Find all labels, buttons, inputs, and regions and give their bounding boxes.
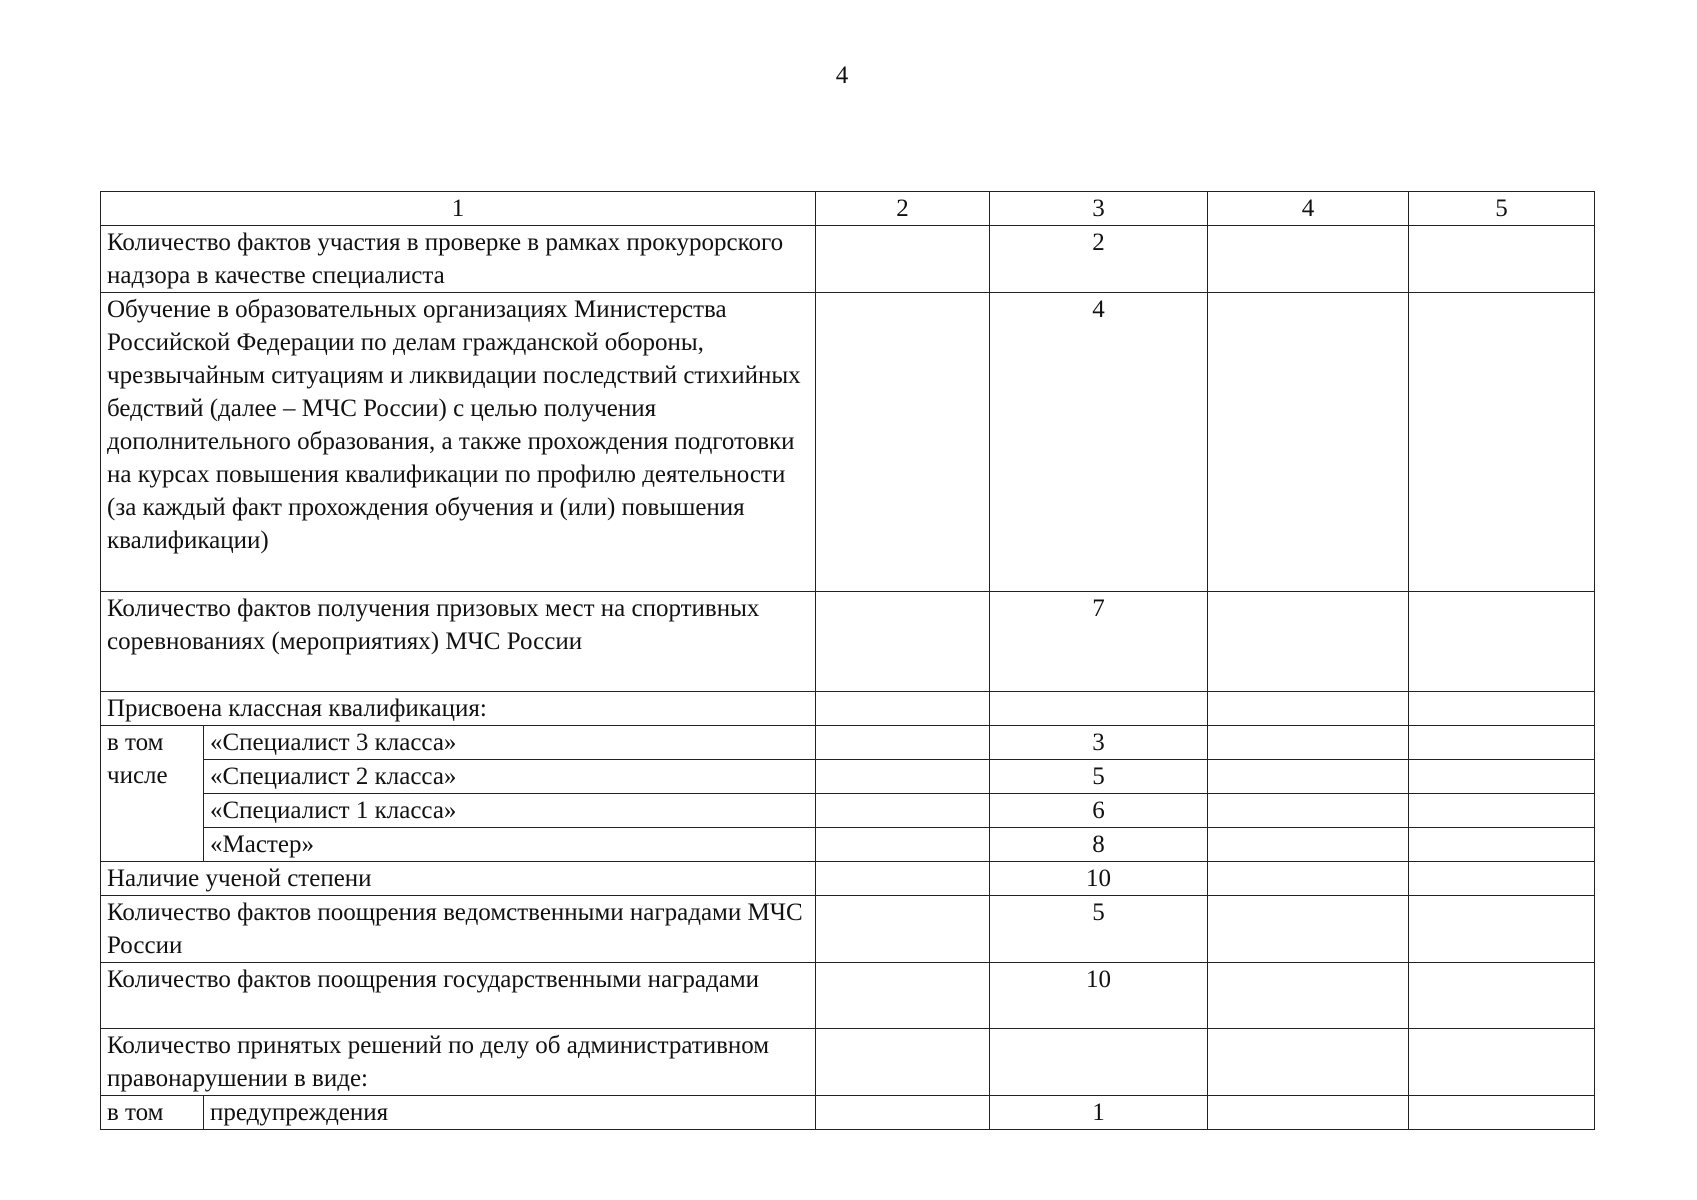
row-col3-value: 8: [990, 828, 1208, 862]
table-row: [101, 794, 1595, 828]
table-row: [101, 1096, 1595, 1130]
row-col4: [1208, 293, 1409, 592]
row-col2: [816, 862, 990, 896]
table-row: [101, 862, 1595, 896]
row-col4: [1208, 692, 1409, 726]
row-col5: [1409, 862, 1595, 896]
row-col2: [816, 692, 990, 726]
row-col2: [816, 828, 990, 862]
row-label: Обучение в образовательных организациях Министерства Российской Федерации по делам гражданской обороны, чрезвычайным ситуациям и ликвидации последствий стихийных бедствий (далее – МЧС России) с целью получения дополнительного образования, а также прохождения подготовки на курсах повышения квалификации по профилю деятельности (за каждый факт прохождения обучения и (или) повышения квалификации): [101, 293, 816, 592]
row-col5: [1409, 692, 1595, 726]
sub-row-label: «Специалист 1 класса»: [204, 794, 816, 828]
row-col4: [1208, 794, 1409, 828]
table-row: [101, 896, 1595, 963]
row-col2: [816, 226, 990, 293]
table-row: [101, 226, 1595, 293]
row-col5: [1409, 226, 1595, 293]
row-label: Количество принятых решений по делу об административном правонарушении в виде:: [101, 1029, 816, 1096]
row-col2: [816, 896, 990, 963]
row-col5: [1409, 760, 1595, 794]
sub-row-label: «Специалист 3 класса»: [204, 726, 816, 760]
row-col2: [816, 760, 990, 794]
row-col5: [1409, 592, 1595, 692]
row-col4: [1208, 828, 1409, 862]
sub-row-label: «Мастер»: [204, 828, 816, 862]
row-label: Количество фактов поощрения государственными наградами: [101, 963, 816, 1029]
table-row: [101, 592, 1595, 692]
row-col2: [816, 1096, 990, 1130]
row-col3-value: 5: [990, 760, 1208, 794]
row-col4: [1208, 1096, 1409, 1130]
row-col3-value: 5: [990, 896, 1208, 963]
row-col3-value: 3: [990, 726, 1208, 760]
row-col3-value: 7: [990, 592, 1208, 692]
table-row: [101, 963, 1595, 1029]
row-col2: [816, 1029, 990, 1096]
sub-row-label: предупреждения: [204, 1096, 816, 1130]
table-row: [101, 726, 1595, 760]
row-col4: [1208, 226, 1409, 293]
row-label: Наличие ученой степени: [101, 862, 816, 896]
row-col4: [1208, 760, 1409, 794]
row-col4: [1208, 1029, 1409, 1096]
row-col3-value: 4: [990, 293, 1208, 592]
row-col3-value: [990, 1029, 1208, 1096]
row-col3-value: 2: [990, 226, 1208, 293]
header-cell-2: 2: [816, 192, 990, 226]
row-col5: [1409, 828, 1595, 862]
group-label: в том: [101, 1096, 204, 1130]
row-col3-value: 6: [990, 794, 1208, 828]
header-cell-4: 4: [1208, 192, 1409, 226]
row-col5: [1409, 726, 1595, 760]
table-row: [101, 1029, 1595, 1096]
row-label: Присвоена классная квалификация:: [101, 692, 816, 726]
row-label: Количество фактов получения призовых мест на спортивных соревнованиях (мероприятиях) МЧС России: [101, 592, 816, 692]
row-col3-value: 10: [990, 963, 1208, 1029]
table-row: [101, 692, 1595, 726]
header-cell-3: 3: [990, 192, 1208, 226]
row-col4: [1208, 726, 1409, 760]
row-col2: [816, 726, 990, 760]
row-col4: [1208, 896, 1409, 963]
row-col3-value: 10: [990, 862, 1208, 896]
row-col5: [1409, 293, 1595, 592]
group-label: в том числе: [101, 726, 204, 862]
table-row: [101, 828, 1595, 862]
header-cell-1: 1: [101, 192, 816, 226]
row-col4: [1208, 592, 1409, 692]
sub-row-label: «Специалист 2 класса»: [204, 760, 816, 794]
table-row: [101, 293, 1595, 592]
row-col5: [1409, 794, 1595, 828]
row-col2: [816, 293, 990, 592]
row-col2: [816, 963, 990, 1029]
header-cell-5: 5: [1409, 192, 1595, 226]
row-label: Количество фактов участия в проверке в рамках прокурорского надзора в качестве специалиста: [101, 226, 816, 293]
row-col3-value: [990, 692, 1208, 726]
scoring-table: [100, 191, 1595, 1130]
row-col2: [816, 592, 990, 692]
row-col5: [1409, 896, 1595, 963]
row-label: Количество фактов поощрения ведомственными наградами МЧС России: [101, 896, 816, 963]
table-row: [101, 760, 1595, 794]
row-col3-value: 1: [990, 1096, 1208, 1130]
row-col4: [1208, 862, 1409, 896]
row-col5: [1409, 1096, 1595, 1130]
page-number: 4: [835, 62, 849, 89]
row-col5: [1409, 963, 1595, 1029]
row-col2: [816, 794, 990, 828]
table-header-row: [101, 192, 1595, 226]
row-col5: [1409, 1029, 1595, 1096]
row-col4: [1208, 963, 1409, 1029]
